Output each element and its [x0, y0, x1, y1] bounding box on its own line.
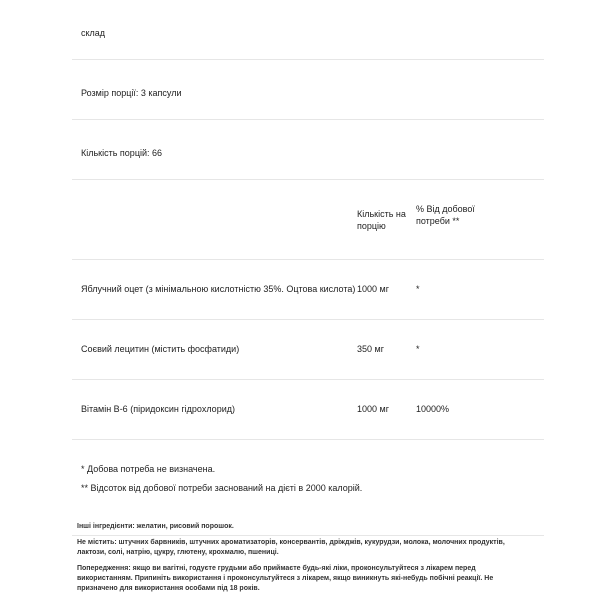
- ingredient-name: Яблучний оцет (з мінімальною кислотністю 35%. Оцтова кислота): [81, 284, 356, 294]
- ingredient-daily-value: *: [416, 284, 420, 294]
- serving-size-row: [72, 60, 544, 120]
- daily-value-header: % Від добової потреби **: [416, 204, 475, 226]
- does-not-contain-text: Не містить: штучних барвників, штучних ароматизаторів, консервантів, дріжджів, кукурудзи, молока, молочних продуктів, лактози, солі, натрію, цукру, глютену, крохмалю, пшениці.: [77, 539, 505, 556]
- serving-size-text: Розмір порції: 3 капсули: [81, 88, 182, 98]
- table-row: [72, 320, 544, 380]
- composition-label: склад: [81, 28, 106, 38]
- ingredient-daily-value: *: [416, 344, 420, 354]
- composition-row: [72, 0, 544, 60]
- table-row: [72, 260, 544, 320]
- other-ingredients-text: Інші інгредієнти: желатин, рисовий порошок.: [77, 523, 234, 530]
- ingredient-name: Вітамін B-6 (піридоксин гідрохлорид): [81, 404, 235, 414]
- servings-count-text: Кількість порцій: 66: [81, 148, 163, 158]
- footnote-daily-value-basis: ** Відсоток від добової потреби заснований на дієті в 2000 калорій.: [81, 483, 363, 493]
- ingredient-amount: 1000 мг: [357, 284, 389, 294]
- ingredient-name: Соєвий лецитин (містить фосфатиди): [81, 344, 240, 354]
- additional-info: [77, 522, 527, 600]
- ingredient-amount: 1000 мг: [357, 404, 389, 414]
- table-header-row: [72, 180, 544, 260]
- ingredient-daily-value: 10000%: [416, 404, 450, 414]
- amount-per-serving-header: Кількість на порцію: [357, 209, 406, 231]
- servings-count-row: [72, 120, 544, 180]
- supplement-facts-panel: [72, 0, 544, 536]
- table-row: [72, 380, 544, 440]
- footnote-no-daily-value: * Добова потреба не визначена.: [81, 464, 216, 474]
- warning-text: Попередження: якщо ви вагітні, годуєте грудьми або приймаєте будь-які ліки, проконсультуйтеся з лікарем перед використанням. Припиніть використання і проконсультуйтеся з лікарем, якщо виникнуть які-небудь побічні реакції. Не призначено для використання особами під 18 років.: [77, 565, 494, 592]
- ingredient-amount: 350 мг: [357, 344, 384, 354]
